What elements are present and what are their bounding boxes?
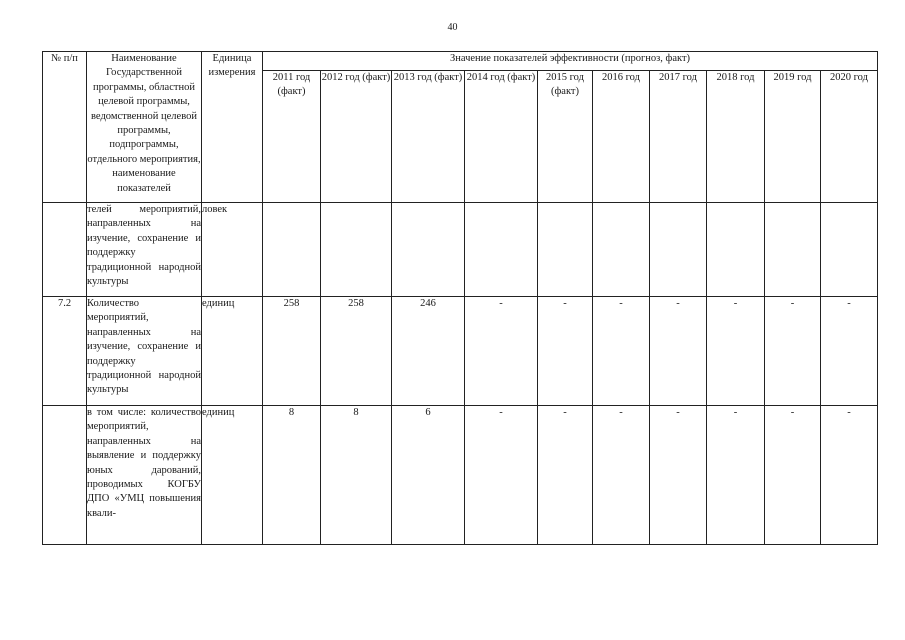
row-value-2013: 6 <box>392 406 465 545</box>
year-2014: 2014 год (факт) <box>465 71 538 203</box>
row-unit: ловек <box>202 203 263 297</box>
row-value-2016: - <box>593 406 650 545</box>
row-value-2012: 258 <box>321 297 392 406</box>
row-value-2013: 246 <box>392 297 465 406</box>
row-value-2020 <box>821 203 878 297</box>
row-value-2014: - <box>465 406 538 545</box>
indicators-table <box>42 51 878 545</box>
header-group-title: Значение показателей эффективности (прогноз, факт) <box>263 52 878 71</box>
row-value-2014: - <box>465 297 538 406</box>
year-2013: 2013 год (факт) <box>392 71 465 203</box>
year-2019: 2019 год <box>765 71 821 203</box>
row-value-2016: - <box>593 297 650 406</box>
table-row <box>43 203 878 297</box>
year-2018: 2018 год <box>707 71 765 203</box>
row-num <box>43 406 87 545</box>
row-name: Количество мероприятий, направленных на изучение, сохранение и поддержку традиционной народной культуры <box>87 297 202 406</box>
row-value-2020: - <box>821 297 878 406</box>
year-2015: 2015 год (факт) <box>538 71 593 203</box>
page-number: 40 <box>447 22 458 33</box>
row-value-2019: - <box>765 406 821 545</box>
row-value-2015 <box>538 203 593 297</box>
row-value-2016 <box>593 203 650 297</box>
year-2012: 2012 год (факт) <box>321 71 392 203</box>
year-2020: 2020 год <box>821 71 878 203</box>
row-value-2018: - <box>707 297 765 406</box>
header-name: Наименование Государственной программы, областной целевой программы, ведомственной целевой программы, подпрограммы, отдельного мероприятия, наименование показателей <box>87 52 202 203</box>
row-name: телей мероприятий, направленных на изучение, сохранение и поддержку традиционной народной культуры <box>87 203 202 297</box>
row-value-2012: 8 <box>321 406 392 545</box>
row-value-2017: - <box>650 297 707 406</box>
row-value-2018 <box>707 203 765 297</box>
row-value-2011 <box>263 203 321 297</box>
row-value-2017: - <box>650 406 707 545</box>
row-value-2019 <box>765 203 821 297</box>
row-name: в том числе: количество мероприятий, направленных на выявление и поддержку юных дарований, проводимых КОГБУ ДПО «УМЦ повышения квали- <box>87 406 202 545</box>
row-num: 7.2 <box>43 297 87 406</box>
table-row <box>43 297 878 406</box>
header-unit: Единица измерения <box>202 52 263 203</box>
row-value-2017 <box>650 203 707 297</box>
row-value-2013 <box>392 203 465 297</box>
row-unit: единиц <box>202 297 263 406</box>
row-value-2015: - <box>538 406 593 545</box>
header-row <box>43 52 878 71</box>
year-2011: 2011 год (факт) <box>263 71 321 203</box>
year-2016: 2016 год <box>593 71 650 203</box>
row-num <box>43 203 87 297</box>
row-value-2012 <box>321 203 392 297</box>
header-num: № п/п <box>43 52 87 203</box>
table-row <box>43 406 878 545</box>
row-value-2020: - <box>821 406 878 545</box>
row-value-2015: - <box>538 297 593 406</box>
row-value-2018: - <box>707 406 765 545</box>
row-value-2011: 258 <box>263 297 321 406</box>
row-value-2019: - <box>765 297 821 406</box>
row-value-2011: 8 <box>263 406 321 545</box>
year-2017: 2017 год <box>650 71 707 203</box>
row-value-2014 <box>465 203 538 297</box>
row-unit: единиц <box>202 406 263 545</box>
